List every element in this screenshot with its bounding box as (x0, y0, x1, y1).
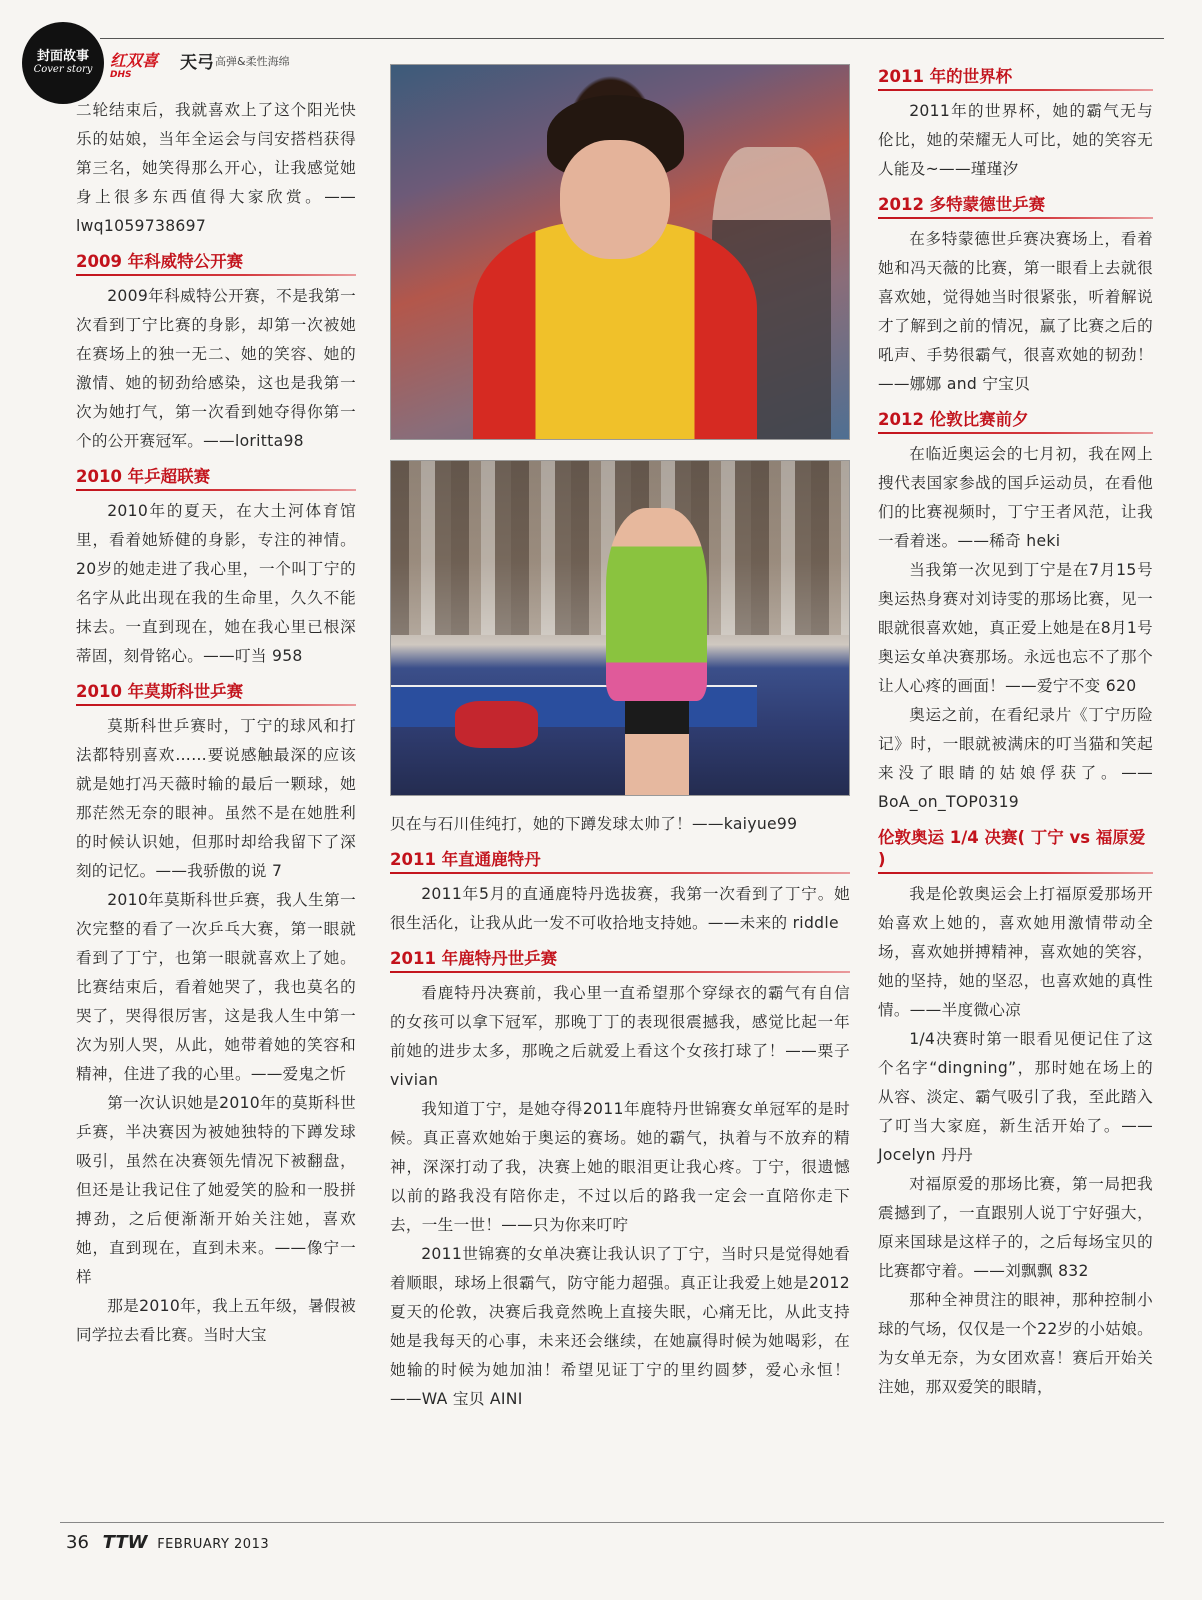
column-left (76, 96, 356, 1350)
body-paragraph: 2011年5月的直通鹿特丹选拔赛，我第一次看到了丁宁。她很生活化，让我从此一发不可收拾地支持她。——未来的 riddle (390, 885, 850, 932)
issue-date: FEBRUARY 2013 (157, 1537, 270, 1552)
brand-main-sub: DHS (110, 70, 132, 80)
brand-tagline: 高弹&柔性海绵 (215, 55, 290, 68)
body-paragraph: 在多特蒙德世乒赛决赛场上，看着她和冯天薇的比赛，第一眼看上去就很喜欢她，觉得她当时很紧张，听着解说才了解到之前的情况，赢了比赛之后的吼声、手势很霸气，很喜欢她的韧劲！——娜娜 and 宁宝贝 (878, 230, 1153, 393)
section-heading: 2010 年莫斯科世乒赛 (76, 681, 356, 706)
column-middle (390, 64, 850, 1414)
section-heading: 2012 伦敦比赛前夕 (878, 409, 1153, 434)
footer-rule (60, 1522, 1164, 1523)
body-paragraph: 莫斯科世乒赛时，丁宁的球风和打法都特别喜欢……要说感触最深的应该就是她打冯天薇时输的最后一颗球，她那茫然无奈的眼神。虽然不是在她胜利的时候认识她，但那时却给我留下了深刻的记忆。——我骄傲的说 7 (76, 717, 356, 880)
body-paragraph: 2010年莫斯科世乒赛，我人生第一次完整的看了一次乒乓大赛，第一眼就看到了丁宁，也第一眼就喜欢上了她。比赛结束后，看着她哭了，我也莫名的哭了，哭得很厉害，这是我人生中第一次为别人哭，从此，她带着她的笑容和精神，住进了我的心里。——爱鬼之忻 (76, 891, 356, 1083)
body-paragraph: 在临近奥运会的七月初，我在网上搜代表国家参战的国乒运动员，在看他们的比赛视频时，丁宁王者风范，让我一看着迷。——稀奇 heki (878, 445, 1153, 550)
body-paragraph: 那是2010年，我上五年级，暑假被同学拉去看比赛。当时大宝 (76, 1297, 356, 1344)
brand-main: 红双喜 (110, 51, 159, 70)
section-heading: 2011 年鹿特丹世乒赛 (390, 948, 850, 973)
column-middle-text (390, 810, 850, 1414)
body-paragraph: 我知道丁宁，是她夺得2011年鹿特丹世锦赛女单冠军的是时候。真正喜欢她始于奥运的赛场。她的霸气，执着与不放弃的精神，深深打动了我，决赛上她的眼泪更让我心疼。丁宁，很遗憾以前的路我没有陪你走，不过以后的路我一定会一直陪你走下去，一生一世！——只为你来叮咛 (390, 1100, 850, 1234)
badge-title: 封面故事 (36, 49, 89, 64)
brand-logo-dhs (110, 48, 158, 79)
player-match-photo (390, 460, 850, 796)
body-paragraph: 奥运之前，在看纪录片《丁宁历险记》时，一眼就被满床的叮当猫和笑起来没了眼睛的姑娘俘获了。——BoA_on_TOP0319 (878, 706, 1153, 811)
body-paragraph: 我是伦敦奥运会上打福原爱那场开始喜欢上她的，喜欢她用激情带动全场，喜欢她拼搏精神，喜欢她的笑容，她的坚持，她的坚忍，也喜欢她的真性情。——半度微心凉 (878, 885, 1153, 1019)
body-paragraph: 二轮结束后，我就喜欢上了这个阳光快乐的姑娘，当年全运会与闫安搭档获得第三名，她笑得那么开心，让我感觉她身上很多东西值得大家欣赏。——lwq1059738697 (76, 101, 356, 235)
section-heading: 2011 年的世界杯 (878, 66, 1153, 91)
badge-subtitle: Cover story (33, 64, 93, 75)
player-portrait-photo (390, 64, 850, 440)
section-heading: 伦敦奥运 1/4 决赛( 丁宁 vs 福原爱 ) (878, 827, 1153, 874)
section-heading: 2010 年乒超联赛 (76, 466, 356, 491)
body-paragraph: 2011年的世界杯，她的霸气无与伦比，她的荣耀无人可比，她的笑容无人能及~——瑾瑾汐 (878, 102, 1153, 178)
page-footer (66, 1532, 269, 1553)
body-paragraph: 那种全神贯注的眼神，那种控制小球的气场，仅仅是一个22岁的小姑娘。为女单无奈，为女团欢喜！赛后开始关注她，那双爱笑的眼睛， (878, 1291, 1153, 1396)
section-heading: 2011 年直通鹿特丹 (390, 849, 850, 874)
body-paragraph: 2011世锦赛的女单决赛让我认识了丁宁，当时只是觉得她看着顺眼，球场上很霸气，防守能力超强。真正让我爱上她是2012夏天的伦敦，决赛后我竟然晚上直接失眠，心痛无比，从此支持她是我每天的心事，未来还会继续，在她赢得时候为她喝彩，在她输的时候为她加油！希望见证丁宁的里约圆梦，爱心永恒！——WA 宝贝 AINI (390, 1245, 850, 1408)
section-heading: 2009 年科威特公开赛 (76, 251, 356, 276)
column-right (878, 56, 1153, 1402)
body-paragraph: 当我第一次见到丁宁是在7月15号奥运热身赛对刘诗雯的那场比赛，见一眼就很喜欢她，真正爱上她是在8月1号奥运女单决赛那场。永远也忘不了那个让人心疼的画面！——爱宁不变 620 (878, 561, 1153, 695)
body-paragraph: 对福原爱的那场比赛，第一局把我震撼到了，一直跟别人说丁宁好强大，原来国球是这样子的，之后每场宝贝的比赛都守着。——刘飘飘 832 (878, 1175, 1153, 1280)
section-heading: 2012 多特蒙德世乒赛 (878, 194, 1153, 219)
page-number: 36 (66, 1532, 89, 1553)
body-paragraph: 贝在与石川佳纯打，她的下蹲发球太帅了！——kaiyue99 (390, 815, 798, 833)
header-rule (100, 38, 1164, 39)
body-paragraph: 1/4决赛时第一眼看见便记住了这个名字“dingning”，那时她在场上的从容、淡定、霸气吸引了我，至此踏入了叮当大家庭，新生活开始了。——Jocelyn 丹丹 (878, 1030, 1153, 1164)
brand-logo-tiangong: 天弓 (180, 53, 214, 73)
body-paragraph: 2010年的夏天，在大土河体育馆里，看着她矫健的身影，专注的神情。20岁的她走进了我心里，一个叫丁宁的名字从此出现在我的生命里，久久不能抹去。一直到现在，她在我心里已根深蒂固，刻骨铭心。——叮当 958 (76, 502, 356, 665)
body-paragraph: 2009年科威特公开赛，不是我第一次看到丁宁比赛的身影，却第一次被她在赛场上的独一无二、她的笑容、她的激情、她的韧劲给感染，这也是我第一次为她打气，第一次看到她夺得你第一个的公开赛冠军。——loritta98 (76, 287, 356, 450)
body-paragraph: 看鹿特丹决赛前，我心里一直希望那个穿绿衣的霸气有自信的女孩可以拿下冠军，那晚丁丁的表现很震撼我，感觉比起一年前她的进步太多，那晚之后就爱上看这个女孩打球了！——栗子 vivian (390, 984, 850, 1089)
magazine-name: TTW (102, 1532, 148, 1553)
body-paragraph: 第一次认识她是2010年的莫斯科世乒赛，半决赛因为被她独特的下蹲发球吸引，虽然在决赛领先情况下被翻盘，但还是让我记住了她爱笑的脸和一股拼搏劲，之后便渐渐开始关注她，喜欢她，直到现在，直到未来。——像宁一样 (76, 1094, 356, 1286)
cover-story-badge (22, 22, 104, 104)
